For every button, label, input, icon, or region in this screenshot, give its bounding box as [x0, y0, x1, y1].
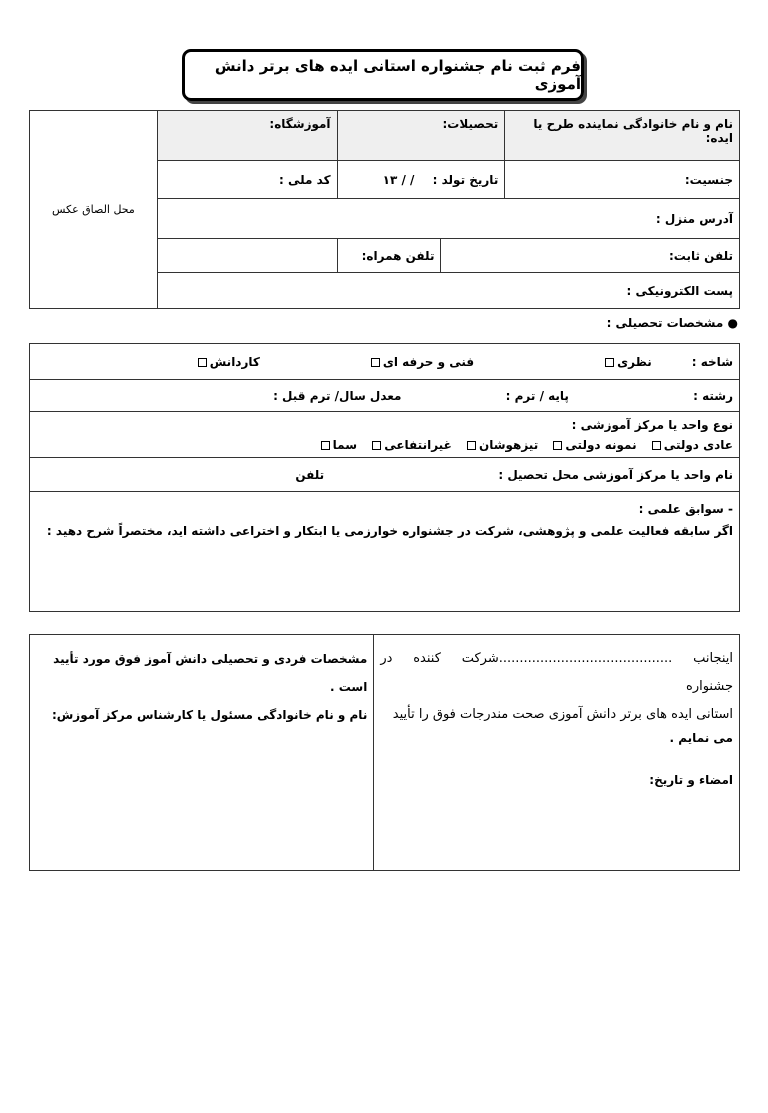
- unit-phone-label: تلفن: [295, 467, 325, 482]
- branch-row: شاخه : نظری فنی و حرفه ای کاردانش: [30, 344, 740, 380]
- field-label[interactable]: رشته :: [693, 388, 733, 403]
- branch-option-kardanesh[interactable]: کاردانش: [195, 355, 260, 369]
- gpa-label[interactable]: معدل سال/ ترم قبل :: [273, 388, 402, 403]
- national-code-field[interactable]: کد ملی :: [157, 161, 337, 199]
- birth-date-field[interactable]: تاریخ تولد : / / ۱۳: [337, 161, 505, 199]
- email-field[interactable]: پست الکترونیکی :: [157, 273, 739, 309]
- unit-name-row[interactable]: نام واحد یا مرکز آموزشی محل تحصیل : تلفن: [30, 458, 740, 492]
- birth-date-value: / / ۱۳: [382, 172, 415, 187]
- official-approval-cell[interactable]: مشخصات فردی و تحصیلی دانش آموز فوق مورد تأیید است . نام و نام خانوادگی مسئول یا کارشناس مرکز آموزش:: [30, 635, 374, 871]
- mobile-field[interactable]: تلفن همراه:: [337, 239, 441, 273]
- unit-type-regular[interactable]: عادی دولتی: [649, 435, 733, 455]
- unit-type-private[interactable]: غیرانتفاعی: [369, 435, 452, 455]
- checkbox-icon: [372, 441, 381, 450]
- school-field[interactable]: آموزشگاه:: [157, 111, 337, 161]
- photo-label: محل الصاق عکس: [51, 203, 135, 216]
- unit-type-gifted[interactable]: تیزهوشان: [464, 435, 538, 455]
- declaration-table: [29, 634, 740, 871]
- signature-label: امضاء و تاریخ:: [649, 773, 733, 787]
- form-title: فرم ثبت نام جشنواره استانی ایده های برتر دانش آموزی: [182, 49, 584, 101]
- gender-field[interactable]: جنسیت:: [505, 161, 740, 199]
- academic-table: [29, 343, 740, 612]
- branch-option-theory[interactable]: نظری: [602, 355, 652, 369]
- field-row: [30, 380, 740, 412]
- scientific-record-row[interactable]: - سوابق علمی : اگر سابقه فعالیت علمی و پژوهشی، شرکت در جشنواره خوارزمی یا ابتکار و اختراعی داشته اید، مختصراً شرح دهید :: [30, 492, 740, 612]
- education-field[interactable]: تحصیلات:: [337, 111, 505, 161]
- student-declaration-cell[interactable]: اینجانب ..........................................شرکت کننده در جشنواره استانی ایده های برتر دانش آموزی صحت مندرجات فوق را تأیید می نمایم . امضاء و تاریخ:: [374, 635, 740, 871]
- checkbox-icon: [371, 358, 380, 367]
- name-field[interactable]: نام و نام خانوادگی نماینده طرح یا ایده:: [505, 111, 740, 161]
- checkbox-icon: [321, 441, 330, 450]
- grade-label[interactable]: پایه / ترم :: [505, 388, 569, 403]
- address-field[interactable]: آدرس منزل :: [157, 199, 739, 239]
- unit-type-sample[interactable]: نمونه دولتی: [550, 435, 636, 455]
- personal-info-table: [29, 110, 740, 309]
- checkbox-icon: [605, 358, 614, 367]
- checkbox-icon: [198, 358, 207, 367]
- checkbox-icon: [652, 441, 661, 450]
- branch-option-technical[interactable]: فنی و حرفه ای: [368, 355, 474, 369]
- empty-cell: [157, 239, 337, 273]
- checkbox-icon: [553, 441, 562, 450]
- phone-field[interactable]: تلفن ثابت:: [441, 239, 740, 273]
- unit-type-row: نوع واحد یا مرکز آموزشی : عادی دولتی نمونه دولتی تیزهوشان غیرانتفاعی سما: [30, 412, 740, 458]
- photo-area: [30, 111, 158, 309]
- academic-section-heading: ● مشخصات تحصیلی :: [606, 316, 738, 330]
- unit-type-sama[interactable]: سما: [318, 435, 357, 455]
- checkbox-icon: [467, 441, 476, 450]
- bullet-icon: ●: [727, 316, 738, 330]
